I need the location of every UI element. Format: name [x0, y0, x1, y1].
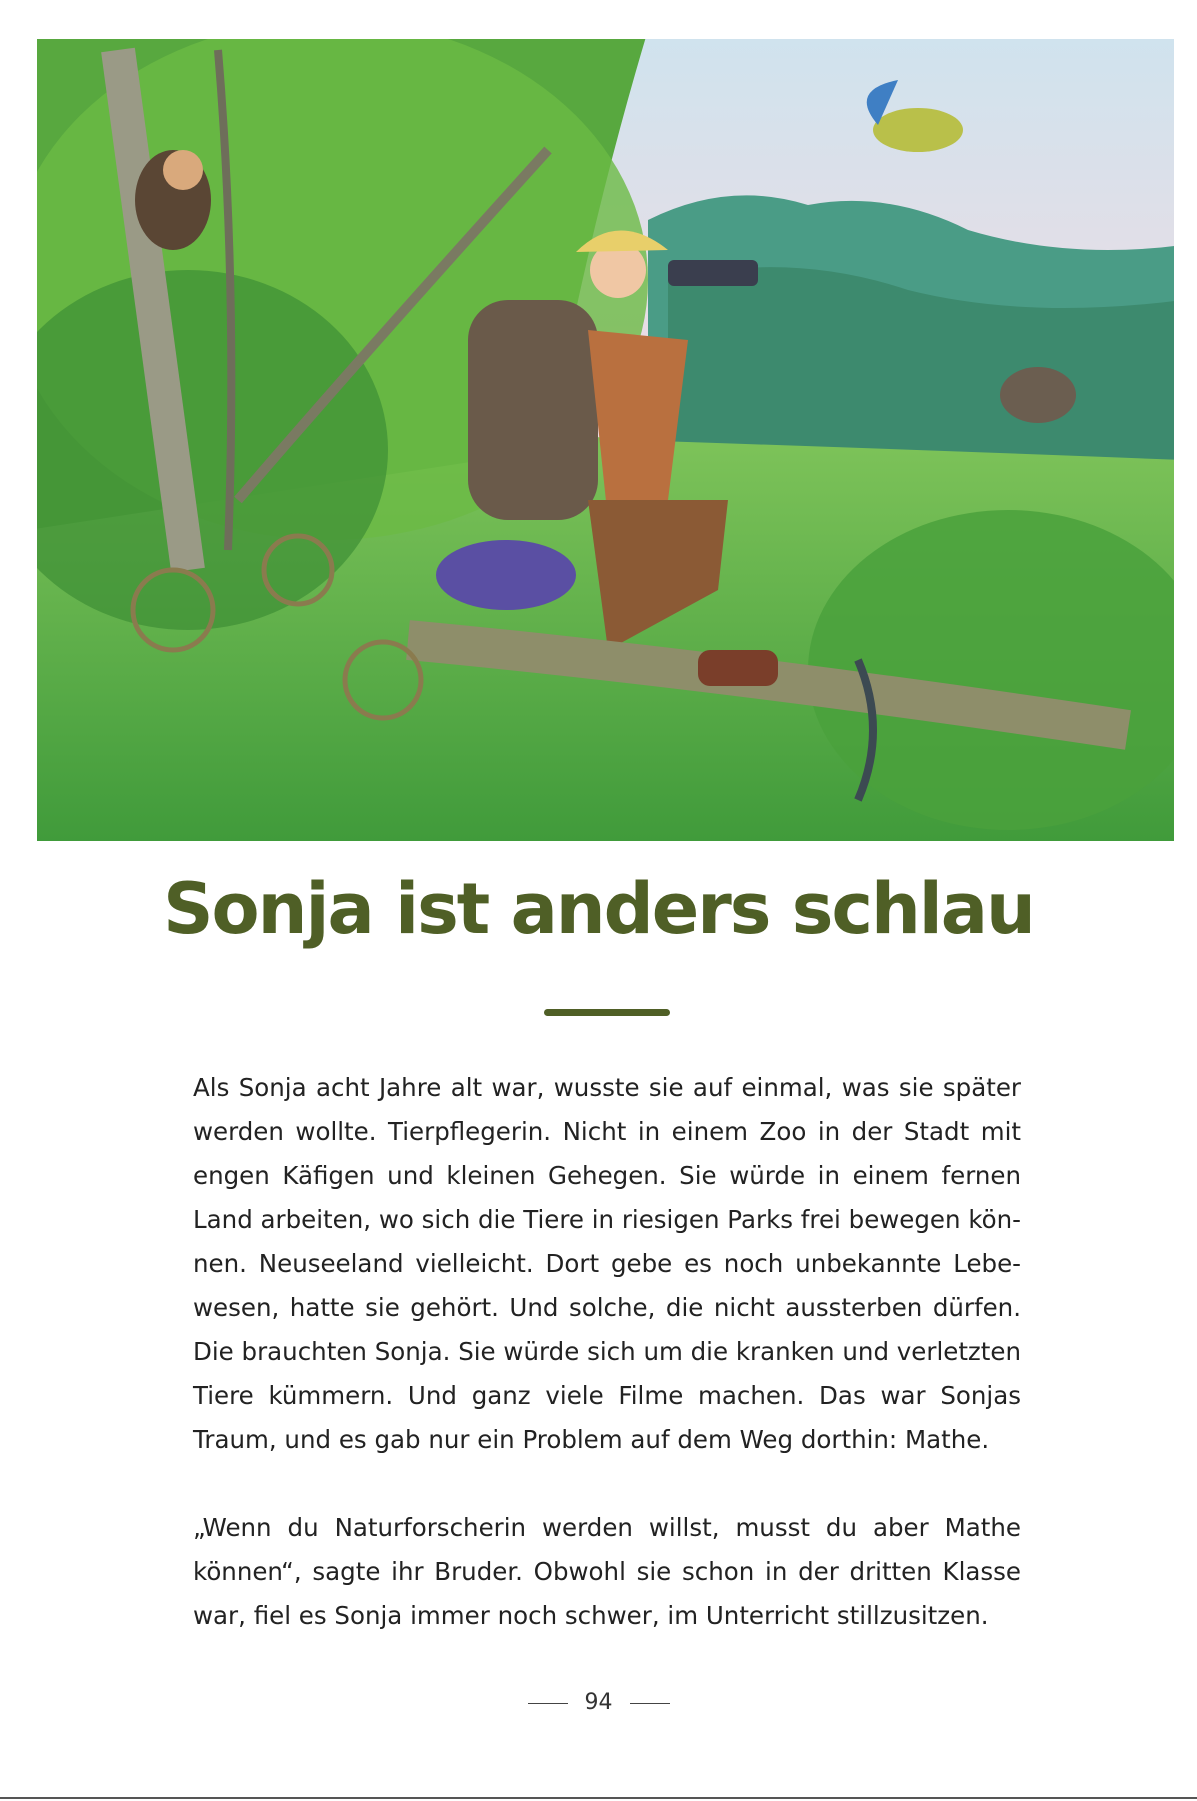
story-illustration [28, 30, 1183, 850]
jungle-scene-image [28, 30, 1183, 850]
page-number: 94 [584, 1690, 613, 1715]
paragraph-1: Als Sonja acht Jahre alt war, wusste sie auf einmal, was sie später werden wollte. Tierpflegerin. Nicht in einem Zoo in der Stadt mit engen Käfigen und kleinen Gehegen. Sie würde in einem fernen Land arbeiten, wo sich die Tiere in riesigen Parks frei bewegen können. Neuseeland vielleicht. Dort gebe es noch unbekannte Lebewesen, hatte sie gehört. Und solche, die nicht aussterben dürfen. Die brauchten Sonja. Sie würde sich um die kranken und verletzten Tiere kümmern. Und ganz viele Filme machen. Das war Sonjas Traum, und es gab nur ein Problem auf dem Weg dorthin: Mathe. [193, 1073, 1021, 1454]
page-bottom-edge [0, 1797, 1197, 1799]
paragraph-2: „Wenn du Naturforscherin werden willst, musst du aber Mathe können“, sagte ihr Bruder. Obwohl sie schon in der dritten Klasse war, fiel es Sonja immer noch schwer, im Unterricht stillzusitzen. [193, 1513, 1021, 1630]
page-title: Sonja ist anders schlau [163, 868, 1034, 950]
story-text [193, 1066, 1021, 1638]
footer-dash-right [630, 1703, 670, 1704]
page-footer [0, 1690, 1197, 1715]
footer-dash-left [528, 1703, 568, 1704]
title-divider [544, 1009, 670, 1016]
